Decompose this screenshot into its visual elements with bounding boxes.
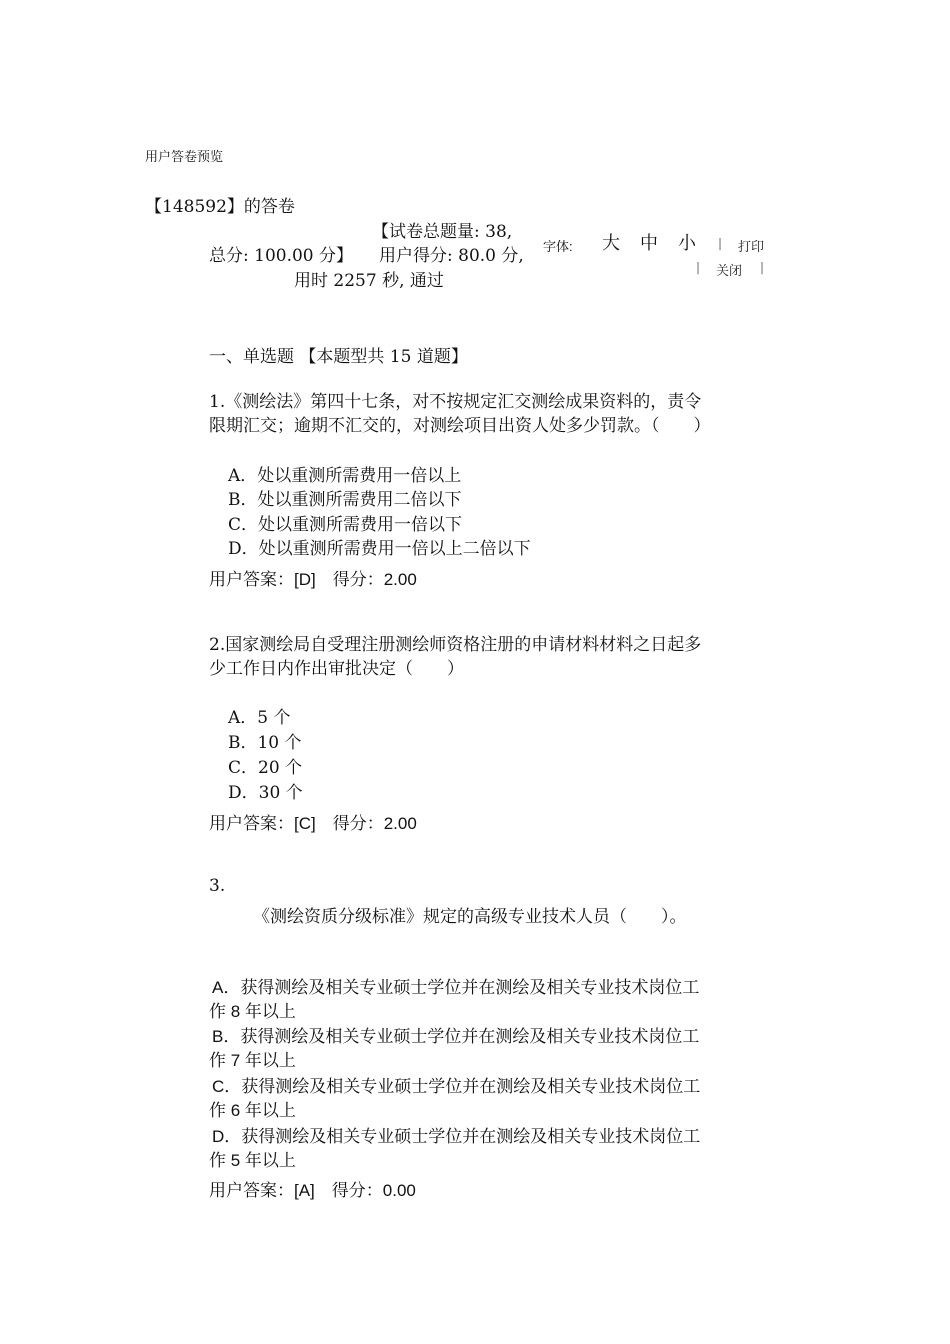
separator: |	[718, 236, 723, 250]
summary-time: 用时 2257 秒, 通过	[294, 271, 444, 291]
option-a: A．处以重测所需费用一倍以上	[228, 466, 462, 486]
question-text-line: 2.国家测绘局自受理注册测绘师资格注册的申请材料材料之日起多	[209, 635, 702, 655]
question-text-line: 1.《测绘法》第四十七条，对不按规定汇交测绘成果资料的，责令	[209, 392, 702, 412]
question-text-line: 少工作日内作出审批决定（ ）	[209, 659, 464, 679]
page-title: 用户答卷预览	[145, 150, 224, 165]
option-c: C．获得测绘及相关专业硕士学位并在测绘及相关专业技术岗位工	[212, 1077, 701, 1096]
option-b: B．获得测绘及相关专业硕士学位并在测绘及相关专业技术岗位工	[212, 1027, 700, 1046]
close-link[interactable]: 关闭	[716, 264, 743, 279]
option-d: D．获得测绘及相关专业硕士学位并在测绘及相关专业技术岗位工	[212, 1127, 701, 1146]
section-title: 一、单选题 【本题型共 15 道题】	[209, 347, 468, 367]
font-small-button[interactable]: 小	[678, 233, 696, 254]
summary-user-score: 用户得分: 80.0 分,	[379, 246, 524, 266]
option-c: C．20 个	[228, 758, 303, 778]
option-b: B．处以重测所需费用二倍以下	[228, 490, 462, 510]
separator: |	[696, 260, 701, 274]
font-large-button[interactable]: 大	[602, 233, 620, 254]
question-number: 3.	[209, 876, 226, 896]
option-c: C．处以重测所需费用一倍以下	[228, 515, 463, 535]
option-d-continued: 作 5 年以上	[209, 1151, 296, 1170]
option-a: A．获得测绘及相关专业硕士学位并在测绘及相关专业技术岗位工	[212, 978, 700, 997]
separator: |	[760, 260, 765, 274]
option-d: D．处以重测所需费用一倍以上二倍以下	[228, 539, 531, 559]
summary-total: 总分: 100.00 分】	[209, 246, 354, 266]
question-text-line: 限期汇交；逾期不汇交的，对测绘项目出资人处多少罚款。（ ）	[209, 416, 711, 436]
print-link[interactable]: 打印	[738, 240, 765, 255]
option-c-continued: 作 6 年以上	[209, 1101, 296, 1120]
option-a-continued: 作 8 年以上	[209, 1002, 296, 1021]
font-medium-button[interactable]: 中	[640, 233, 658, 254]
summary-line1: 【试卷总题量: 38,	[372, 222, 513, 242]
option-a: A．5 个	[228, 708, 291, 728]
answer-result: 用户答案：[A] 得分：0.00	[209, 1181, 416, 1200]
exam-id-title: 【148592】的答卷	[145, 197, 295, 217]
answer-result: 用户答案：[D] 得分：2.00	[209, 570, 417, 589]
option-b: B．10 个	[228, 733, 302, 753]
answer-result: 用户答案：[C] 得分：2.00	[209, 814, 417, 833]
font-size-label: 字体:	[543, 239, 573, 254]
option-d: D．30 个	[228, 783, 303, 803]
question-text-line: 《测绘资质分级标准》规定的高级专业技术人员（ ）。	[253, 907, 687, 927]
option-b-continued: 作 7 年以上	[209, 1051, 296, 1070]
